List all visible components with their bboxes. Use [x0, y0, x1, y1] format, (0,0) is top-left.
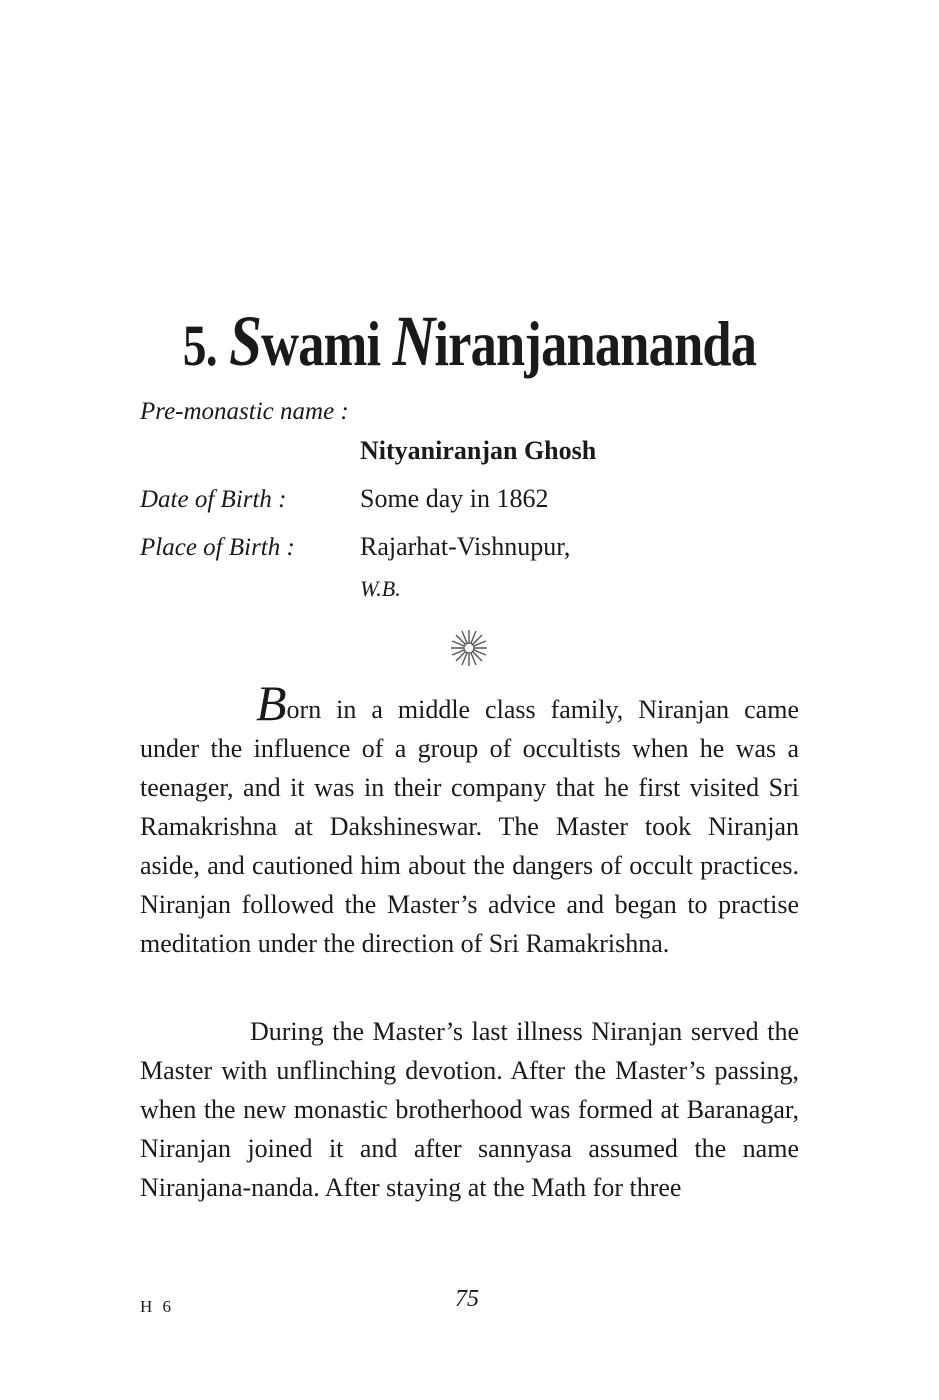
place-of-birth-value: Rajarhat-Vishnupur,: [360, 532, 571, 561]
signature-mark: H 6: [140, 1297, 175, 1316]
chapter-title: [85, 301, 855, 386]
date-of-birth-value: Some day in 1862: [360, 484, 549, 513]
paragraph-1-text: orn in a middle class family, Niranjan came under the influence of a group of occultists when he was a teenager, and it was in their company that he first visited Sri Ramakrishna at Dakshineswar. The Master took Niranjan aside, and cautioned him about the dangers of occult practices. Niranjan followed the Master’s advice and began to practise meditation under the direction of Sri Ramakrishna.: [140, 695, 799, 958]
chapter-number: 5.: [182, 312, 217, 378]
page-number: 75: [455, 1286, 479, 1312]
place-of-birth-state: W.B.: [360, 576, 401, 601]
date-of-birth-label: Date of Birth :: [140, 486, 287, 513]
paragraph-1: [140, 675, 799, 963]
place-of-birth-label: Place of Birth :: [140, 534, 295, 561]
title-word-2: iranjanananda: [434, 307, 757, 379]
title-word-1: wami: [261, 307, 381, 379]
paragraph-2: During the Master’s last illness Niranjan served the Master with unflinching devotion. After the Master’s passing, when the new monastic brotherhood was formed at Baranagar, Niranjan joined it and after sannyasa assumed the name Niranjana-nanda. After staying at the Math for three: [140, 1017, 799, 1202]
premonastic-name-label: Pre-monastic name :: [140, 398, 349, 425]
title-initial-s: S: [229, 300, 262, 381]
star-ornament-icon: [449, 628, 489, 668]
premonastic-name-value: Nityaniranjan Ghosh: [360, 436, 597, 465]
drop-cap: B: [256, 675, 287, 731]
title-initial-n: N: [392, 300, 435, 381]
